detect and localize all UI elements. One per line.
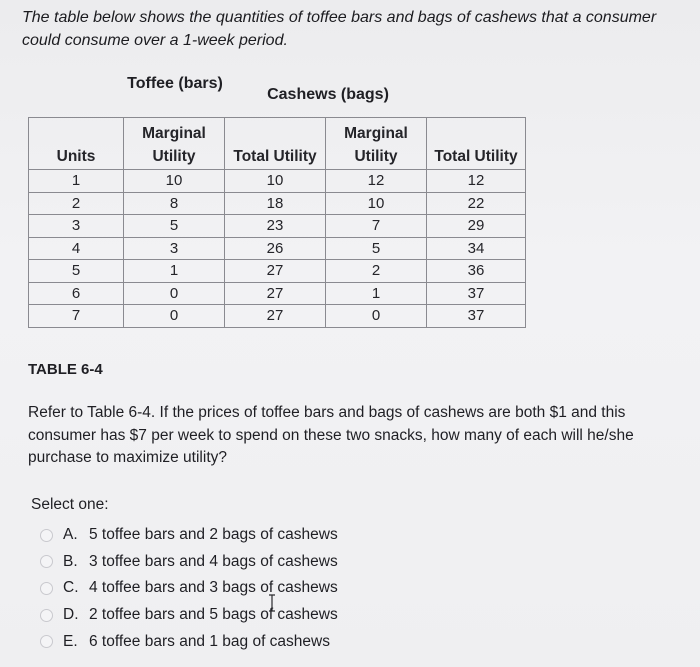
cashews-marginal-utility-cell: 0 — [326, 305, 427, 328]
table-row — [29, 192, 526, 215]
units-cell: 4 — [29, 237, 124, 260]
radio-button-icon[interactable] — [40, 555, 53, 568]
radio-button-icon[interactable] — [40, 635, 53, 648]
option-letter: C. — [63, 579, 79, 597]
cashews-total-utility-header: Total Utility — [427, 118, 526, 170]
option-b[interactable] — [40, 549, 338, 576]
radio-button-icon[interactable] — [40, 582, 53, 595]
cashews-marginal-utility-cell: 2 — [326, 260, 427, 283]
question-text: Refer to Table 6-4. If the prices of toffee bars and bags of cashews are both $1 and this consumer has $7 per week to spend on these two snacks, how many of each will he/she purchase to maximize utility? — [28, 404, 634, 466]
radio-button-icon[interactable] — [40, 609, 53, 622]
cashews-total-utility-cell: 36 — [427, 260, 526, 283]
intro-text: The table below shows the quantities of toffee bars and bags of cashews that a consumer could consume over a 1-week period. — [22, 9, 657, 49]
toffee-marginal-utility-cell: 5 — [124, 215, 225, 238]
option-text: 2 toffee bars and 5 bags of cashews — [89, 606, 338, 624]
cashews-group-header: Cashews (bags) — [267, 86, 389, 103]
option-d[interactable] — [40, 602, 338, 629]
toffee-marginal-utility-cell: 3 — [124, 237, 225, 260]
units-column-header: Units — [29, 118, 124, 170]
units-cell: 3 — [29, 215, 124, 238]
option-letter: A. — [63, 526, 78, 544]
table-row — [29, 260, 526, 283]
table-row — [29, 170, 526, 193]
cashews-marginal-utility-header: Marginal Utility — [326, 118, 427, 170]
answer-options — [40, 522, 338, 655]
units-cell: 1 — [29, 170, 124, 193]
select-one-label: Select one: — [31, 496, 109, 513]
toffee-total-utility-cell: 18 — [225, 192, 326, 215]
toffee-marginal-utility-cell: 1 — [124, 260, 225, 283]
toffee-marginal-utility-cell: 8 — [124, 192, 225, 215]
units-cell: 7 — [29, 305, 124, 328]
cashews-marginal-utility-cell: 7 — [326, 215, 427, 238]
toffee-total-utility-cell: 26 — [225, 237, 326, 260]
utility-table — [28, 117, 526, 328]
table-row — [29, 305, 526, 328]
option-c[interactable] — [40, 575, 338, 602]
toffee-total-utility-cell: 23 — [225, 215, 326, 238]
toffee-group-header: Toffee (bars) — [127, 75, 223, 92]
option-letter: B. — [63, 552, 78, 570]
cashews-total-utility-cell: 12 — [427, 170, 526, 193]
option-text: 5 toffee bars and 2 bags of cashews — [89, 526, 338, 544]
option-text: 4 toffee bars and 3 bags of cashews — [89, 579, 338, 597]
toffee-marginal-utility-cell: 10 — [124, 170, 225, 193]
option-a[interactable] — [40, 522, 338, 549]
option-text: 6 toffee bars and 1 bag of cashews — [89, 632, 330, 650]
toffee-total-utility-header: Total Utility — [225, 118, 326, 170]
table-row — [29, 282, 526, 305]
radio-button-icon[interactable] — [40, 529, 53, 542]
cashews-marginal-utility-cell: 10 — [326, 192, 427, 215]
table-header-row — [29, 118, 526, 170]
option-text: 3 toffee bars and 4 bags of cashews — [89, 552, 338, 570]
units-cell: 6 — [29, 282, 124, 305]
toffee-total-utility-cell: 27 — [225, 305, 326, 328]
toffee-total-utility-cell: 27 — [225, 282, 326, 305]
toffee-marginal-utility-cell: 0 — [124, 282, 225, 305]
table-row — [29, 237, 526, 260]
toffee-total-utility-cell: 27 — [225, 260, 326, 283]
toffee-marginal-utility-cell: 0 — [124, 305, 225, 328]
units-cell: 5 — [29, 260, 124, 283]
toffee-total-utility-cell: 10 — [225, 170, 326, 193]
cashews-marginal-utility-cell: 1 — [326, 282, 427, 305]
cashews-total-utility-cell: 22 — [427, 192, 526, 215]
cashews-marginal-utility-cell: 12 — [326, 170, 427, 193]
table-caption: TABLE 6-4 — [28, 361, 103, 378]
cashews-total-utility-cell: 37 — [427, 305, 526, 328]
table-row — [29, 215, 526, 238]
units-cell: 2 — [29, 192, 124, 215]
cashews-total-utility-cell: 29 — [427, 215, 526, 238]
cashews-marginal-utility-cell: 5 — [326, 237, 427, 260]
cashews-total-utility-cell: 34 — [427, 237, 526, 260]
option-letter: D. — [63, 606, 79, 624]
option-e[interactable] — [40, 628, 338, 655]
text-cursor-icon — [267, 594, 277, 612]
option-letter: E. — [63, 632, 78, 650]
toffee-marginal-utility-header: Marginal Utility — [124, 118, 225, 170]
cashews-total-utility-cell: 37 — [427, 282, 526, 305]
